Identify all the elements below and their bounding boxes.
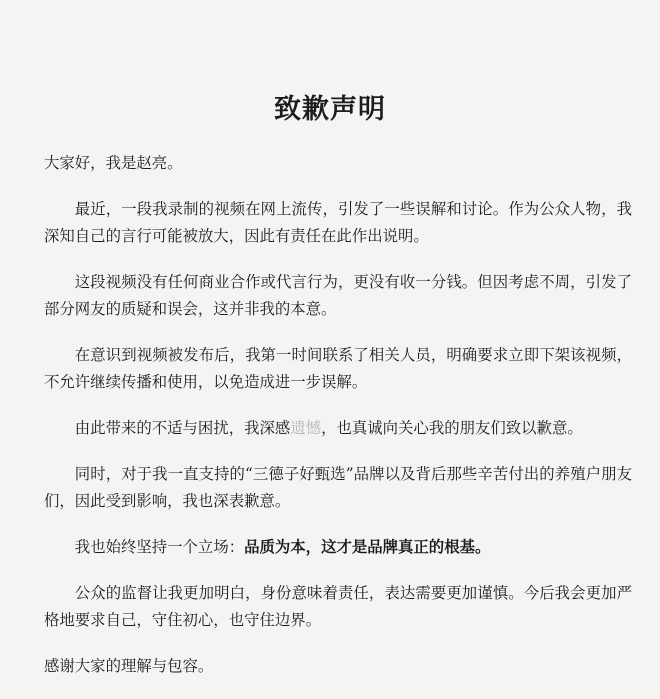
closing-line: 感谢大家的理解与包容。 <box>44 657 214 675</box>
paragraph-commitment: 公众的监督让我更加明白，身份意味着责任，表达需要更加谨慎。今后我会更加严格地要求自己，守住初心，也守住边界。 <box>44 584 632 629</box>
document-title: 致歉声明 <box>274 94 386 125</box>
statement-body <box>44 150 632 699</box>
paragraph-video-clarification: 最近，一段我录制的视频在网上流传，引发了一些误解和讨论。作为公众人物，我深知自己的言行可能被放大，因此有责任在此作出说明。 <box>44 200 632 245</box>
greeting: 大家好，我是赵亮。 <box>44 154 183 172</box>
stance-bold-text: 品质为本，这才是品牌真正的根基。 <box>244 538 491 556</box>
apology-text-start: 由此带来的不适与困扰，我深感 <box>74 419 291 437</box>
stance-text: 我也始终坚持一个立场： <box>74 538 245 556</box>
paragraph-takedown: 在意识到视频被发布后，我第一时间联系了相关人员，明确要求立即下架该视频，不允许继续传播和使用，以免造成进一步误解。 <box>44 346 632 391</box>
paragraph-stance <box>44 534 632 561</box>
apology-faded-word: 遗憾 <box>290 419 322 437</box>
paragraph-brand-apology: 同时，对于我一直支持的“三德子好甄选”品牌以及背后那些辛苦付出的养殖户朋友们，因此受到影响，我也深表歉意。 <box>44 465 632 510</box>
paragraph-apology <box>44 415 632 442</box>
paragraph-no-commercial: 这段视频没有任何商业合作或代言行为，更没有收一分钱。但因考虑不周，引发了部分网友的质疑和误会，这并非我的本意。 <box>44 273 632 318</box>
apology-text-end: ，也真诚向关心我的朋友们致以歉意。 <box>321 419 583 437</box>
